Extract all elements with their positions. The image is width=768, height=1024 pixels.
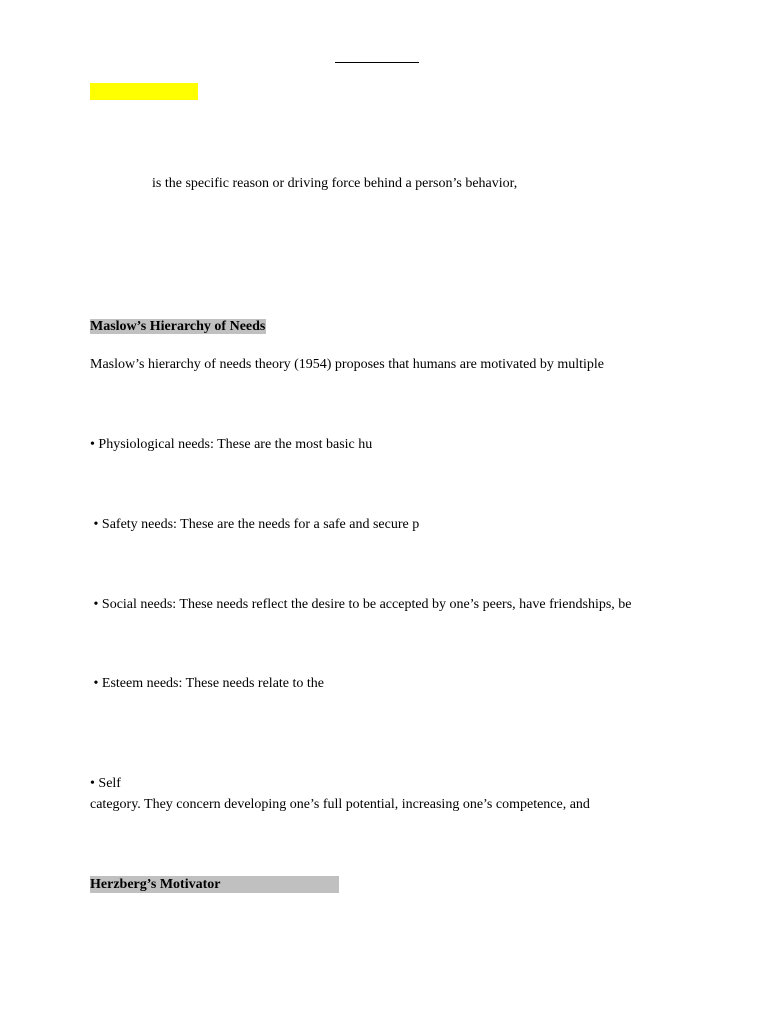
bullet-self: • Self: [90, 776, 121, 791]
maslow-heading-wrap: [90, 318, 266, 336]
motivation-definition: is the specific reason or driving force behind a person’s behavior,: [152, 176, 518, 191]
bullet-esteem: • Esteem needs: These needs relate to the: [90, 676, 325, 691]
maslow-intro: Maslow’s hierarchy of needs theory (1954) proposes that humans are motivated by multiple: [90, 357, 604, 372]
maslow-heading: Maslow’s Hierarchy of Needs: [90, 319, 266, 334]
highlighted-title-box: [90, 83, 198, 100]
bullet-social: • Social needs: These needs reflect the desire to be accepted by one’s peers, have friendships, be: [90, 597, 632, 612]
bullet-safety: • Safety needs: These are the needs for a safe and secure p: [90, 517, 420, 532]
bullet-self-continuation: category. They concern developing one’s full potential, increasing one’s competence, and: [90, 797, 590, 812]
herzberg-heading: Herzberg’s Motivator: [90, 877, 221, 892]
bullet-physiological: • Physiological needs: These are the most basic hu: [90, 437, 373, 452]
title-underline: [335, 62, 419, 63]
